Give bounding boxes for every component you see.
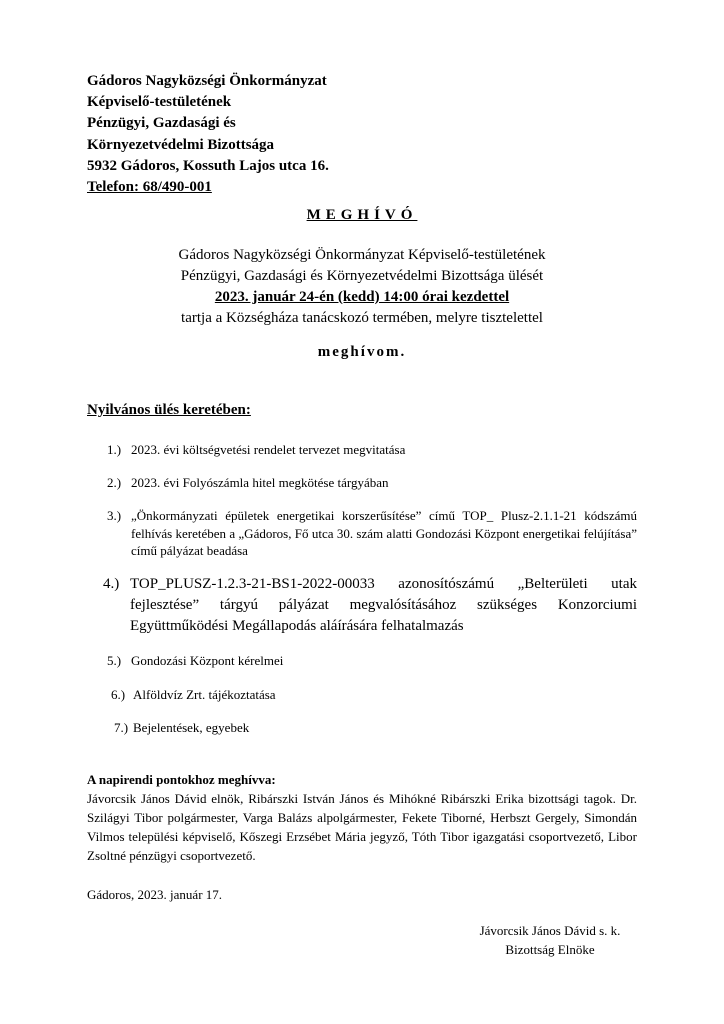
- agenda-number: 7.): [114, 720, 129, 735]
- agenda-item: [107, 652, 637, 670]
- agenda-item: [114, 719, 637, 737]
- intro-paragraph: [60, 245, 664, 329]
- agenda-text: 2023. évi költségvetési rendelet tervezet megvitatása: [131, 442, 406, 457]
- committee-name-1: Pénzügyi, Gazdasági és: [87, 115, 236, 132]
- agenda-text: Gondozási Központ kérelmei: [131, 653, 284, 668]
- agenda-number: 3.): [107, 508, 122, 523]
- signature-block: [460, 921, 640, 959]
- agenda-number: 2.): [107, 475, 122, 490]
- signatory-name: Jávorcsik János Dávid s. k.: [479, 923, 621, 938]
- intro-line-4: tartja a Községháza tanácskozó termében, melyre tisztelettel: [181, 310, 543, 326]
- intro-line-1: Gádoros Nagyközségi Önkormányzat Képviselő-testületének: [178, 247, 546, 263]
- attendees-text: Jávorcsik János Dávid elnök, Ribárszki István János és Mihókné Ribárszki Erika bizottsági tagok. Dr. Szilágyi Tibor polgármester, Varga Balázs alpolgármester, Fekete Tiborné, Herbszt Gergely, Simondán Vilmos települési képviselő, Kőszegi Erzsébet Mária jegyző, Tóth Tibor igazgatási csoportvezető, Libor Zsoltné pénzügyi csoportvezető.: [87, 791, 637, 863]
- agenda-item: [107, 474, 637, 492]
- agenda-number: 4.): [103, 576, 120, 592]
- agenda-text: Bejelentések, egyebek: [133, 720, 250, 735]
- agenda-text: „Önkormányzati épületek energetikai korszerűsítése” című TOP_ Plusz-2.1.1-21 kódszámú felhívás keretében a „Gádoros, Fő utca 30. szám alatti Gondozási Központ energetikai felújítása” című pályázat beadása: [131, 508, 637, 558]
- agenda-item: [111, 686, 637, 704]
- agenda-item: [107, 507, 637, 560]
- org-body: Képviselő-testületének: [87, 94, 232, 111]
- address: 5932 Gádoros, Kossuth Lajos utca 16.: [87, 157, 329, 174]
- agenda-number: 6.): [111, 687, 126, 702]
- org-name: Gádoros Nagyközségi Önkormányzat: [87, 73, 327, 89]
- agenda-number: 5.): [107, 653, 122, 668]
- intro-line-2: Pénzügyi, Gazdasági és Környezetvédelmi Bizottsága ülését: [180, 268, 544, 284]
- agenda-text: TOP_PLUSZ-1.2.3-21-BS1-2022-00033 azonosítószámú „Belterületi utak fejlesztése” tárgyú pályázat megvalósításához szükséges Konzorciumi Együttműködési Megállapodás aláírására felhatalmazás: [130, 576, 637, 634]
- issue-date: Gádoros, 2023. január 17.: [87, 887, 223, 902]
- agenda-item: [103, 574, 637, 637]
- letterhead: [87, 71, 329, 198]
- attendees-block: [87, 770, 637, 865]
- committee-name-2: Környezetvédelmi Bizottsága: [87, 136, 275, 153]
- attendees-heading: A napirendi pontokhoz meghívva:: [87, 772, 276, 787]
- agenda-item: [107, 441, 637, 459]
- meeting-date: 2023. január 24-én (kedd) 14:00 órai kezdettel: [214, 289, 510, 305]
- agenda-text: Alföldvíz Zrt. tájékoztatása: [133, 687, 276, 702]
- agenda-number: 1.): [107, 442, 122, 457]
- document-title: MEGHÍVÓ: [306, 207, 418, 223]
- agenda-text: 2023. évi Folyószámla hitel megkötése tárgyában: [131, 475, 389, 490]
- invite-word: meghívom.: [317, 344, 407, 360]
- section-title: Nyilvános ülés keretében:: [87, 402, 251, 418]
- signatory-role: Bizottság Elnöke: [505, 942, 595, 957]
- phone: Telefon: 68/490-001: [87, 179, 212, 196]
